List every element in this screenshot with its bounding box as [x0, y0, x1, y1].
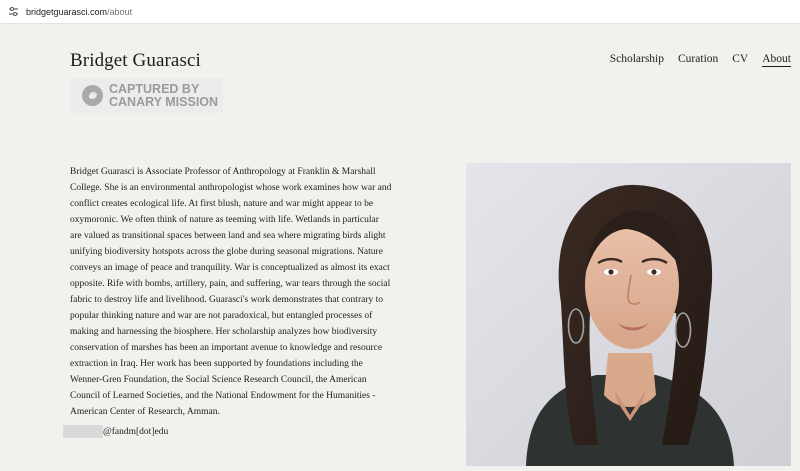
nav-cv[interactable]: CV	[732, 53, 749, 65]
canary-bird-icon	[82, 85, 103, 106]
badge-text	[109, 83, 218, 108]
bio-line: conflict creates ecological life. At first blush, nature and war might appear to be	[70, 199, 374, 209]
portrait-photo	[466, 163, 791, 466]
badge-line-1: CAPTURED BY	[109, 82, 200, 96]
bio-line: opposite. Rife with bombs, artillery, pain, and suffering, war tears through the social	[70, 279, 391, 289]
nav-curation[interactable]: Curation	[678, 53, 719, 65]
site-title[interactable]: Bridget Guarasci	[70, 50, 201, 71]
badge-line-2: CANARY MISSION	[109, 94, 219, 109]
redacted-email-username	[63, 425, 103, 438]
main-nav	[610, 53, 791, 67]
bio-line: fabric to destroy life and livelihood. Guarasci's work demonstrates that contrary to	[70, 295, 384, 305]
browser-address-bar[interactable]	[0, 0, 800, 24]
canary-mission-badge	[70, 78, 223, 113]
bio-line: American Center of Research, Amman.	[70, 407, 220, 417]
bio-line: conservation of marshes has been an important avenue to knowledge and resource	[70, 343, 383, 353]
nav-about[interactable]: About	[762, 53, 791, 65]
nav-scholarship[interactable]: Scholarship	[609, 53, 665, 65]
bio-line: Bridget Guarasci is Associate Professor of Anthropology at Franklin & Marshall	[70, 167, 376, 177]
contact-email[interactable]	[63, 425, 168, 438]
site-settings-icon[interactable]	[6, 5, 20, 19]
bio-line: Wenner-Gren Foundation, the Social Science Research Council, the American	[70, 375, 367, 385]
url-path: /about	[107, 6, 133, 17]
url-text[interactable]	[26, 7, 132, 17]
bio-paragraph	[70, 164, 396, 420]
url-host: bridgetguarasci.com	[26, 6, 108, 17]
bio-line: making and harnessing the biosphere. Her scholarship analyzes how biodiversity	[70, 327, 378, 337]
bio-line: unifying biodiversity hotspots across the globe during seasonal migrations. Nature	[70, 247, 383, 257]
bio-line: College. She is an environmental anthropologist whose work examines how war and	[70, 183, 392, 193]
bio-line: extraction in Iraq. Her work has been supported by foundations including the	[70, 359, 363, 369]
bio-line: oxymoronic. We often think of nature as teeming with life. Wetlands in particular	[70, 215, 379, 225]
bio-line: Council of Learned Societies, and the National Endowment for the Humanities -	[70, 391, 376, 401]
bio-line: popular thinking nature and war are not paradoxical, but entangled processes of	[70, 311, 373, 321]
bio-line: conveys an image of peace and tranquility. War is conceptualized as almost its exact	[70, 263, 390, 273]
bio-line: are valued as transitional spaces between land and sea where migrating birds alight	[70, 231, 386, 241]
email-domain: @fandm[dot]edu	[103, 426, 169, 437]
